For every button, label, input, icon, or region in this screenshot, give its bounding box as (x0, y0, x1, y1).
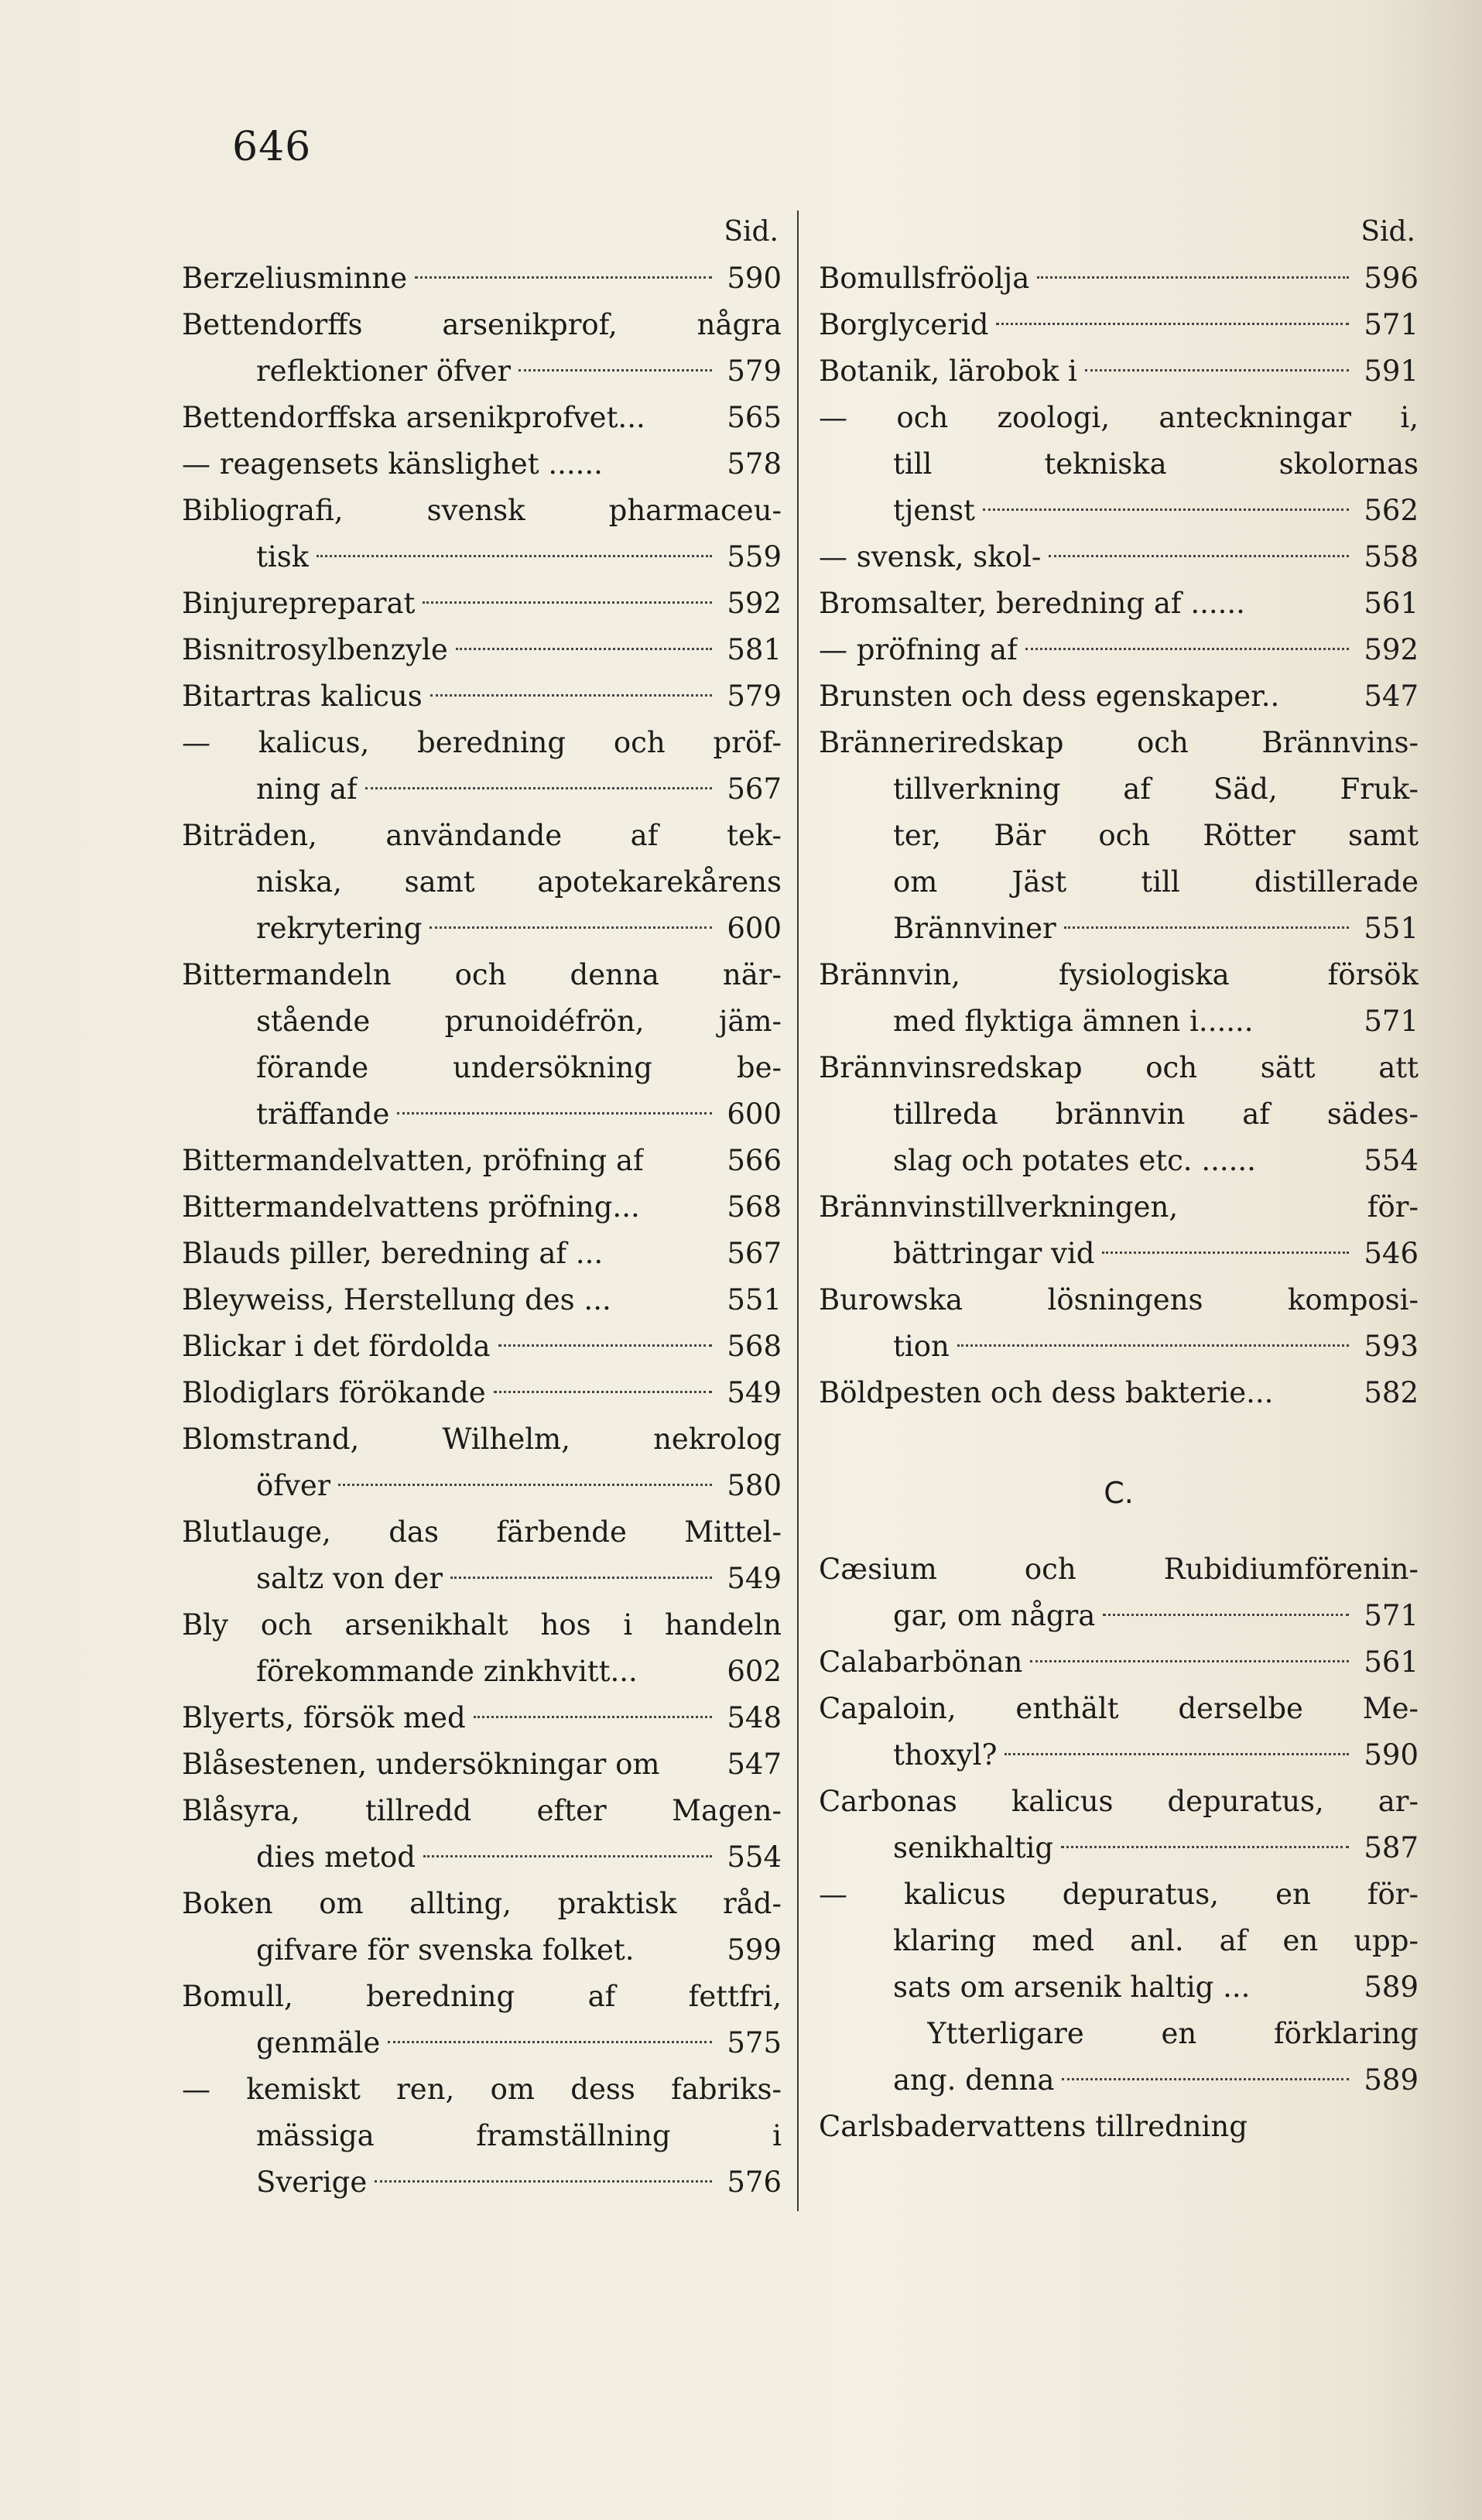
entry-text: tjenst (893, 494, 975, 527)
entry-text: tillverkning af Säd, Fruk- (893, 772, 1419, 806)
page-reference: 593 (1364, 1330, 1419, 1363)
entry-line (182, 1788, 782, 1834)
index-entry (182, 1138, 782, 1184)
index-entry (182, 1184, 782, 1231)
entry-continuation-line (182, 998, 782, 1045)
entry-text: thoxyl? (893, 1738, 998, 1772)
entry-text: Calabarbönan (819, 1645, 1023, 1679)
entry-text: — kalicus depuratus, en för- (819, 1878, 1419, 1911)
entry-line (182, 1231, 782, 1277)
dot-leader (1064, 926, 1349, 929)
index-entry (182, 813, 782, 952)
entry-text: — pröfning af (819, 633, 1018, 666)
entry-continuation-line (182, 348, 782, 395)
index-entry (819, 627, 1419, 673)
dot-leader (474, 1716, 712, 1718)
page-reference: 567 (727, 772, 782, 806)
dot-leader (498, 1344, 712, 1347)
page-reference: 551 (1364, 912, 1419, 945)
entry-line (819, 627, 1419, 673)
dot-leader (365, 787, 712, 789)
index-entry (819, 1686, 1419, 1779)
page-reference: 575 (727, 2026, 782, 2059)
index-entry (819, 534, 1419, 580)
dot-leader (1025, 648, 1349, 650)
entry-text: Brunsten och dess egenskaper.. (819, 680, 1280, 713)
entry-text: ter, Bär och Rötter samt (893, 819, 1419, 852)
index-entry (182, 1231, 782, 1277)
page-reference: 571 (1364, 1005, 1419, 1038)
sid-label-right: Sid. (1360, 216, 1415, 248)
index-entry (819, 1546, 1419, 1639)
right-column (819, 209, 1419, 2150)
page-reference: 549 (727, 1376, 782, 1409)
index-entry (182, 1788, 782, 1881)
entry-text: Bomullsfröolja (819, 262, 1030, 295)
page-reference: 547 (1364, 680, 1419, 713)
dot-leader (1061, 1846, 1349, 1848)
index-entry (819, 1871, 1419, 2104)
dot-leader (1037, 276, 1349, 279)
entry-continuation-line (819, 488, 1419, 534)
entry-continuation-line (182, 1091, 782, 1138)
entry-text: Bettendorffs arsenikprof, några (182, 308, 782, 341)
entry-text: Boken om allting, praktisk råd- (182, 1887, 782, 1920)
entry-text: Bittermandeln och denna när- (182, 958, 782, 991)
dot-leader (1005, 1753, 1349, 1755)
entry-continuation-line (819, 1231, 1419, 1277)
dot-leader (415, 276, 712, 279)
index-entry (182, 395, 782, 441)
page-reference: 571 (1364, 1599, 1419, 1632)
dot-leader (375, 2180, 712, 2183)
entry-continuation-line (819, 1964, 1419, 2011)
index-entry (182, 1416, 782, 1509)
entry-line (819, 255, 1419, 302)
entry-text: klaring med anl. af en upp- (893, 1924, 1419, 1957)
entry-line (819, 1546, 1419, 1593)
entry-continuation-line (182, 2159, 782, 2206)
entry-text: — svensk, skol- (819, 540, 1042, 574)
entry-continuation-line (819, 766, 1419, 813)
entry-line (819, 1639, 1419, 1686)
page-reference: 600 (727, 912, 782, 945)
entry-continuation-line (182, 1927, 782, 1974)
entry-line (182, 395, 782, 441)
dot-leader (1062, 2078, 1349, 2080)
entry-text: saltz von der (256, 1562, 443, 1595)
entry-text: med flyktiga ämnen i...... (893, 1005, 1254, 1038)
entry-text: till tekniska skolornas (893, 447, 1419, 481)
entry-line (182, 1138, 782, 1184)
entry-continuation-line (182, 1834, 782, 1881)
entry-line (182, 952, 782, 998)
dot-leader (983, 508, 1349, 511)
entry-text: Blickar i det fördolda (182, 1330, 491, 1363)
entry-line (819, 2104, 1419, 2150)
entry-line (182, 1277, 782, 1323)
left-entries (182, 255, 782, 2206)
entry-text: rekrytering (256, 912, 423, 945)
entry-text: Ytterligare en förklaring (927, 2017, 1419, 2050)
entry-text: öfver (256, 1469, 331, 1502)
page-reference: 599 (727, 1933, 782, 1967)
page-reference: 590 (727, 262, 782, 295)
entry-continuation-line (182, 1556, 782, 1602)
index-entry (819, 952, 1419, 1045)
entry-text: — kalicus, beredning och pröf- (182, 726, 782, 759)
entry-text: förande undersökning be- (256, 1051, 782, 1084)
index-entry (182, 673, 782, 720)
entry-text: gar, om några (893, 1599, 1096, 1632)
page-reference: 554 (1364, 1144, 1419, 1177)
entry-line (182, 302, 782, 348)
entry-text: Bromsalter, beredning af ...... (819, 587, 1245, 620)
index-entry (819, 395, 1419, 534)
index-entry (182, 1277, 782, 1323)
page-reference: 602 (727, 1655, 782, 1688)
section-heading: C. (1104, 1476, 1134, 1510)
entry-line (819, 1871, 1419, 1918)
entry-continuation-line (182, 1649, 782, 1695)
entry-text: — och zoologi, anteckningar i, (819, 401, 1419, 434)
entry-continuation-line (819, 1138, 1419, 1184)
entry-text: Burowska lösningens komposi- (819, 1283, 1419, 1316)
entry-line (182, 1881, 782, 1927)
sid-label-left: Sid. (724, 216, 779, 248)
page-reference: 581 (727, 633, 782, 666)
page-reference: 551 (727, 1283, 782, 1316)
entry-line (819, 1045, 1419, 1091)
entry-text: Brännvin, fysiologiska försök (819, 958, 1419, 991)
index-entry (182, 1741, 782, 1788)
entry-text: Bittermandelvattens pröfning... (182, 1190, 640, 1224)
left-column (182, 209, 782, 2206)
page-reference: 600 (727, 1097, 782, 1131)
index-entry (819, 580, 1419, 627)
dot-leader (1103, 1614, 1349, 1616)
entry-text: Bitartras kalicus (182, 680, 423, 713)
index-entry (819, 302, 1419, 348)
entry-continuation-line (819, 1825, 1419, 1871)
page-reference: 589 (1364, 2063, 1419, 2097)
entry-line (182, 673, 782, 720)
entry-text: Biträden, användande af tek- (182, 819, 782, 852)
entry-text: senikhaltig (893, 1831, 1054, 1864)
entry-continuation-line (819, 1323, 1419, 1370)
dot-leader (397, 1112, 712, 1114)
page-reference: 579 (727, 680, 782, 713)
entry-line (819, 673, 1419, 720)
entry-line (182, 1184, 782, 1231)
entry-continuation-line (182, 1463, 782, 1509)
index-entry (182, 441, 782, 488)
entry-text: bättringar vid (893, 1237, 1095, 1270)
entry-continuation-line (182, 1045, 782, 1091)
entry-line (182, 255, 782, 302)
dot-leader (494, 1391, 712, 1393)
page-reference: 561 (1364, 1645, 1419, 1679)
page-reference: 568 (727, 1330, 782, 1363)
index-entry (182, 488, 782, 580)
entry-continuation-line (182, 859, 782, 906)
entry-text: Borglycerid (819, 308, 989, 341)
entry-text: Bly och arsenikhalt hos i handeln (182, 1608, 782, 1642)
entry-text: Capaloin, enthält derselbe Me- (819, 1692, 1419, 1725)
entry-text: — reagensets känslighet ...... (182, 447, 603, 481)
page-reference: 566 (727, 1144, 782, 1177)
entry-line (182, 1974, 782, 2020)
entry-text: niska, samt apotekarekårens (256, 865, 782, 899)
entry-text: genmäle (256, 2026, 381, 2059)
page-reference: 592 (727, 587, 782, 620)
page-reference: 559 (727, 540, 782, 574)
entry-text: sats om arsenik haltig ... (893, 1970, 1251, 2004)
entry-text: tisk (256, 540, 310, 574)
entry-text: Bittermandelvatten, pröfning af (182, 1144, 644, 1177)
index-entry (819, 1779, 1419, 1871)
index-entry (182, 1370, 782, 1416)
entry-text: Cæsium och Rubidiumförenin- (819, 1553, 1419, 1586)
dot-leader (388, 2041, 712, 2043)
entry-continuation-line (819, 1091, 1419, 1138)
index-entry (819, 1277, 1419, 1370)
entry-line (182, 441, 782, 488)
index-entry (182, 1602, 782, 1695)
entry-continuation-line (819, 1732, 1419, 1779)
page-reference: 591 (1364, 354, 1419, 388)
dot-leader (996, 323, 1349, 325)
entry-text: gifvare för svenska folket. (256, 1933, 635, 1967)
page-reference: 582 (1364, 1376, 1419, 1409)
entry-text: Bibliografi, svensk pharmaceu- (182, 494, 782, 527)
index-entry (819, 1045, 1419, 1184)
entry-continuation-line (819, 998, 1419, 1045)
entry-text: ang. denna (893, 2063, 1055, 2097)
page-reference: 548 (727, 1701, 782, 1734)
dot-leader (1030, 1660, 1349, 1662)
index-entry (182, 302, 782, 395)
entry-text: Bleyweiss, Herstellung des ... (182, 1283, 611, 1316)
entry-text: Blodiglars förökande (182, 1376, 486, 1409)
page-reference: 596 (1364, 262, 1419, 295)
entry-text: dies metod (256, 1840, 416, 1874)
index-entry (182, 580, 782, 627)
entry-continuation-line (819, 2011, 1419, 2057)
dot-leader (338, 1484, 712, 1486)
entry-text: träffande (256, 1097, 390, 1131)
page-reference: 568 (727, 1190, 782, 1224)
dot-leader (430, 694, 712, 697)
entry-line (819, 720, 1419, 766)
entry-text: tion (893, 1330, 950, 1363)
page-reference: 546 (1364, 1237, 1419, 1270)
entry-line (182, 1416, 782, 1463)
entry-text: Bisnitrosylbenzyle (182, 633, 448, 666)
entry-text: Bettendorffska arsenikprofvet... (182, 401, 645, 434)
dot-leader (430, 926, 712, 929)
entry-line (819, 1370, 1419, 1416)
index-entry (819, 2104, 1419, 2150)
entry-text: Berzeliusminne (182, 262, 408, 295)
index-entry (182, 255, 782, 302)
entry-line (819, 1779, 1419, 1825)
index-entry (182, 952, 782, 1138)
page-reference: 561 (1364, 587, 1419, 620)
page-reference: 587 (1364, 1831, 1419, 1864)
entry-line (182, 720, 782, 766)
index-entry (819, 673, 1419, 720)
entry-text: slag och potates etc. ...... (893, 1144, 1256, 1177)
entry-text: Sverige (256, 2166, 368, 2199)
entry-text: Blåsyra, tillredd efter Magen- (182, 1794, 782, 1827)
dot-leader (450, 1577, 712, 1579)
entry-text: förekommande zinkhvitt... (256, 1655, 638, 1688)
entry-line (819, 348, 1419, 395)
index-entry (819, 255, 1419, 302)
entry-line (819, 534, 1419, 580)
entry-text: Brännviner (893, 912, 1056, 945)
entry-continuation-line (182, 534, 782, 580)
right-entries (819, 255, 1419, 2150)
entry-line (182, 488, 782, 534)
dot-leader (1049, 555, 1349, 557)
dot-leader (1085, 369, 1349, 371)
page-reference: 565 (727, 401, 782, 434)
entry-line (819, 952, 1419, 998)
index-entry (182, 2066, 782, 2206)
entry-text: stående prunoidéfrön, jäm- (256, 1005, 782, 1038)
entry-line (819, 1686, 1419, 1732)
page-reference: 579 (727, 354, 782, 388)
entry-text: Bomull, beredning af fettfri, (182, 1980, 782, 2013)
entry-continuation-line (182, 906, 782, 952)
page-reference: 592 (1364, 633, 1419, 666)
index-entry (819, 348, 1419, 395)
dot-leader (1102, 1251, 1349, 1254)
column-divider (797, 211, 799, 2211)
entry-line (182, 1370, 782, 1416)
page-number: 646 (232, 124, 312, 170)
index-entry (819, 1184, 1419, 1277)
entry-text: Blutlauge, das färbende Mittel- (182, 1515, 782, 1549)
entry-continuation-line (182, 766, 782, 813)
page-reference: 554 (727, 1840, 782, 1874)
entry-text: Böldpesten och dess bakterie... (819, 1376, 1274, 1409)
entry-line (819, 302, 1419, 348)
page-reference: 571 (1364, 308, 1419, 341)
entry-line (819, 1277, 1419, 1323)
entry-continuation-line (819, 906, 1419, 952)
dot-leader (423, 1855, 712, 1857)
entry-text: Blyerts, försök med (182, 1701, 466, 1734)
entry-line (182, 1509, 782, 1556)
page-reference: 558 (1364, 540, 1419, 574)
page-reference: 562 (1364, 494, 1419, 527)
index-entry (182, 1695, 782, 1741)
dot-leader (423, 601, 712, 604)
entry-text: Carlsbadervattens tillredning (819, 2110, 1248, 2143)
entry-continuation-line (819, 859, 1419, 906)
index-entry (819, 720, 1419, 952)
index-entry (182, 627, 782, 673)
entry-continuation-line (819, 2057, 1419, 2104)
entry-continuation-line (819, 1918, 1419, 1964)
index-entry (182, 1881, 782, 1974)
entry-line (182, 1741, 782, 1788)
entry-line (182, 627, 782, 673)
entry-text: tillreda brännvin af sädes- (893, 1097, 1419, 1131)
entry-text: Blomstrand, Wilhelm, nekrolog (182, 1423, 782, 1456)
index-entry (182, 1323, 782, 1370)
entry-line (182, 813, 782, 859)
dot-leader (317, 555, 712, 557)
page-reference: 547 (727, 1748, 782, 1781)
entry-continuation-line (819, 813, 1419, 859)
page-reference: 549 (727, 1562, 782, 1595)
entry-text: reflektioner öfver (256, 354, 512, 388)
entry-line (182, 1323, 782, 1370)
entry-continuation-line (182, 2020, 782, 2066)
entry-continuation-line (182, 2113, 782, 2159)
page-reference: 590 (1364, 1738, 1419, 1772)
index-entry (182, 720, 782, 813)
entry-text: Bränneriredskap och Brännvins- (819, 726, 1419, 759)
entry-continuation-line (819, 441, 1419, 488)
dot-leader (456, 648, 712, 650)
page-reference: 580 (727, 1469, 782, 1502)
entry-line (819, 395, 1419, 441)
dot-leader (957, 1344, 1349, 1347)
entry-text: ning af (256, 772, 358, 806)
entry-text: Brännvinstillverkningen, för- (819, 1190, 1419, 1224)
entry-line (819, 1184, 1419, 1231)
entry-text: Carbonas kalicus depuratus, ar- (819, 1785, 1419, 1818)
index-entry (819, 1370, 1419, 1416)
page-reference: 589 (1364, 1970, 1419, 2004)
entry-text: mässiga framställning i (256, 2119, 782, 2152)
index-entry (182, 1974, 782, 2066)
entry-text: — kemiskt ren, om dess fabriks- (182, 2073, 782, 2106)
entry-text: Blåsestenen, undersökningar om (182, 1748, 660, 1781)
entry-continuation-line (819, 1593, 1419, 1639)
page-reference: 576 (727, 2166, 782, 2199)
entry-text: Binjurepreparat (182, 587, 416, 620)
dot-leader (519, 369, 712, 371)
index-entry (819, 1639, 1419, 1686)
page-reference: 567 (727, 1237, 782, 1270)
entry-line (182, 1695, 782, 1741)
entry-line (819, 580, 1419, 627)
index-entry (182, 1509, 782, 1602)
entry-text: om Jäst till distillerade (893, 865, 1419, 899)
page-reference: 578 (727, 447, 782, 481)
entry-line (182, 580, 782, 627)
entry-text: Botanik, lärobok i (819, 354, 1077, 388)
entry-text: Brännvinsredskap och sätt att (819, 1051, 1419, 1084)
entry-line (182, 1602, 782, 1649)
entry-text: Blauds piller, beredning af ... (182, 1237, 604, 1270)
entry-line (182, 2066, 782, 2113)
